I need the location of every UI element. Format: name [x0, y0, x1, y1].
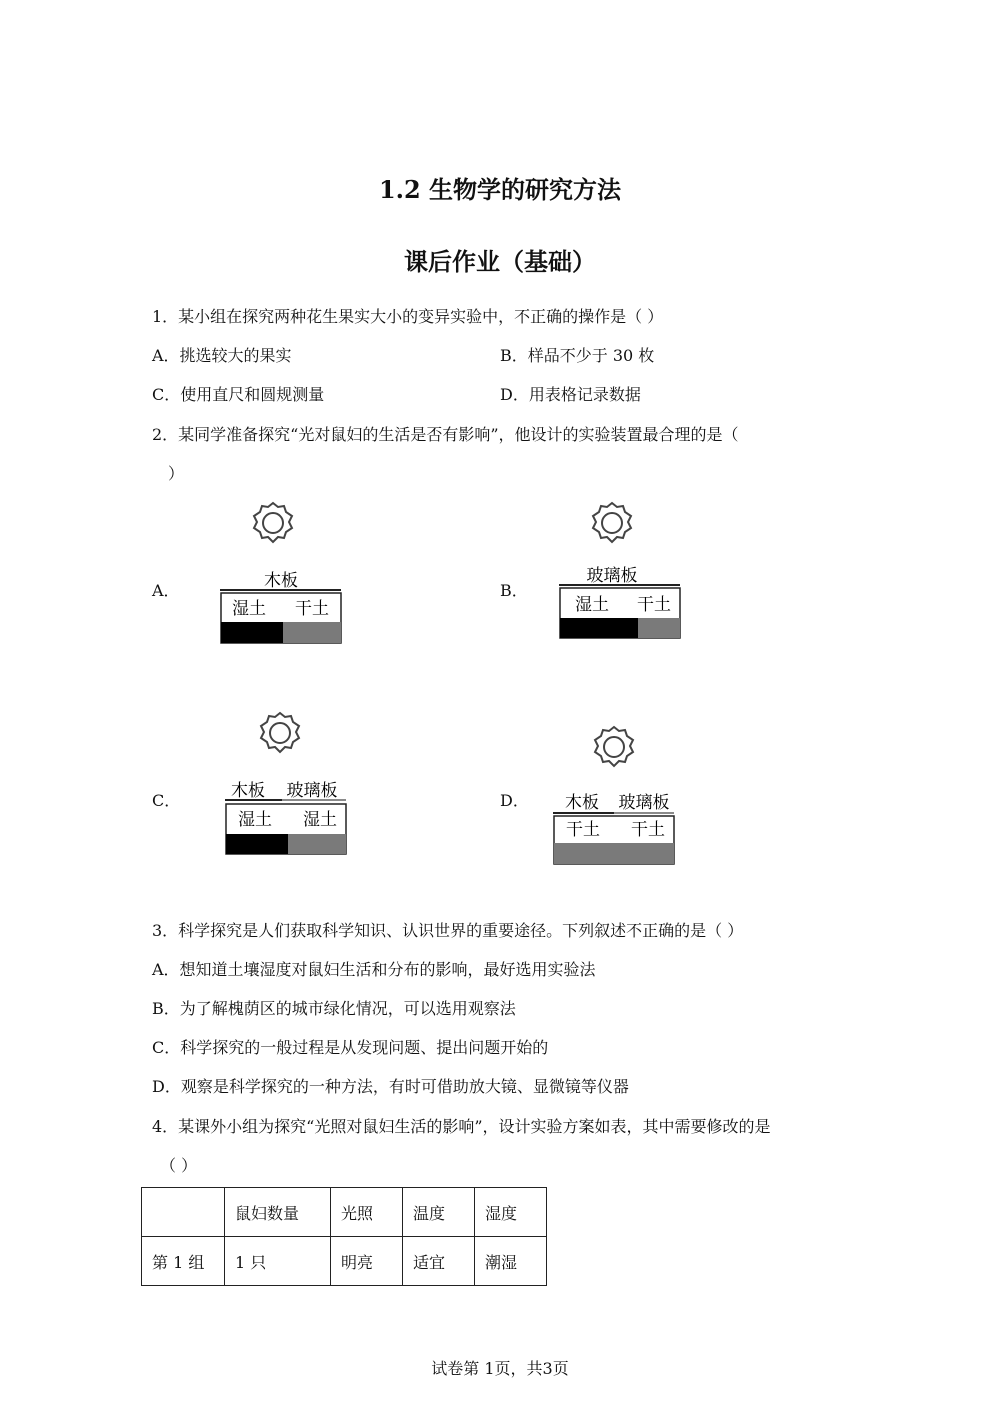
- wet-soil-left: [226, 834, 288, 854]
- q2-label-d: D．: [500, 791, 529, 810]
- cover-label: 玻璃板: [586, 566, 638, 586]
- right-soil-label: 干土: [637, 595, 671, 615]
- cover-left-label: 木板: [231, 781, 265, 801]
- dry-soil: [283, 622, 341, 643]
- q4-stem-end: （ ）: [160, 1156, 198, 1175]
- table-header-cell: 鼠妇数量: [225, 1188, 331, 1237]
- page-footer: 试卷第 1页，共3页: [431, 1359, 569, 1378]
- q2-label-a: A．: [152, 581, 180, 600]
- q1-option-d: D．用表格记录数据: [500, 385, 641, 404]
- left-soil-label: 湿土: [575, 595, 609, 615]
- q2-stem: 2．某同学准备探究“光对鼠妇的生活是否有影响”，他设计的实验装置最合理的是（: [152, 425, 739, 444]
- q2-stem-end: ）: [168, 464, 185, 483]
- q3-option-b: B．为了解槐荫区的城市绿化情况，可以选用观察法: [152, 999, 516, 1018]
- table-cell: 第 1 组: [142, 1237, 225, 1286]
- q1-option-b: B．样品不少于 30 枚: [500, 346, 655, 365]
- right-soil-label: 干土: [631, 820, 665, 840]
- q1-stem: 1．某小组在探究两种花生果实大小的变异实验中，不正确的操作是（ ）: [152, 307, 664, 326]
- cover-label: 木板: [264, 571, 298, 591]
- wet-soil: [221, 622, 283, 643]
- cover-right-label: 玻璃板: [286, 781, 338, 801]
- left-soil-label: 干土: [566, 820, 600, 840]
- left-soil-label: 湿土: [238, 810, 272, 830]
- q1-option-a: A．挑选较大的果实: [152, 346, 292, 365]
- sun-icon: [595, 727, 633, 766]
- table-cell: 适宜: [403, 1237, 475, 1286]
- left-soil-label: 湿土: [232, 599, 266, 619]
- figure-a: [215, 500, 350, 650]
- figure-c: [220, 708, 355, 858]
- table-header-row: [142, 1188, 547, 1237]
- right-soil-label: 干土: [295, 599, 329, 619]
- cover-right-label: 玻璃板: [618, 793, 670, 813]
- figure-b: [554, 500, 689, 650]
- page-title: 1.2 生物学的研究方法: [378, 175, 622, 204]
- table-header-cell: 湿度: [475, 1188, 547, 1237]
- q4-stem: 4．某课外小组为探究“光照对鼠妇生活的影响”，设计实验方案如表，其中需要修改的是: [152, 1117, 771, 1136]
- q2-label-c: C．: [152, 791, 181, 810]
- figure-d: [548, 722, 683, 872]
- q3-option-c: C．科学探究的一般过程是从发现问题、提出问题开始的: [152, 1038, 549, 1057]
- table-cell: 明亮: [331, 1237, 403, 1286]
- wet-soil: [560, 618, 638, 638]
- table-row: [142, 1237, 547, 1286]
- right-soil-label: 湿土: [303, 810, 337, 830]
- sun-icon: [593, 503, 631, 542]
- table-header-cell: 温度: [403, 1188, 475, 1237]
- dry-soil: [638, 618, 680, 638]
- page-subtitle: 课后作业（基础）: [404, 247, 596, 276]
- table-cell: 潮湿: [475, 1237, 547, 1286]
- q1-option-c: C．使用直尺和圆规测量: [152, 385, 325, 404]
- table-header-cell: [142, 1188, 225, 1237]
- q3-stem: 3．科学探究是人们获取科学知识、认识世界的重要途径。下列叙述不正确的是（ ）: [152, 921, 744, 940]
- dry-soil: [554, 843, 674, 864]
- sun-icon: [254, 503, 292, 542]
- sun-icon: [261, 713, 299, 752]
- experiment-table: [141, 1187, 547, 1286]
- table-header-cell: 光照: [331, 1188, 403, 1237]
- q3-option-d: D．观察是科学探究的一种方法，有时可借助放大镜、显微镜等仪器: [152, 1077, 629, 1096]
- q2-label-b: B．: [500, 581, 528, 600]
- table-cell: 1 只: [225, 1237, 331, 1286]
- cover-left-label: 木板: [565, 793, 599, 813]
- q3-option-a: A．想知道土壤湿度对鼠妇生活和分布的影响，最好选用实验法: [152, 960, 596, 979]
- wet-soil-right: [288, 834, 346, 854]
